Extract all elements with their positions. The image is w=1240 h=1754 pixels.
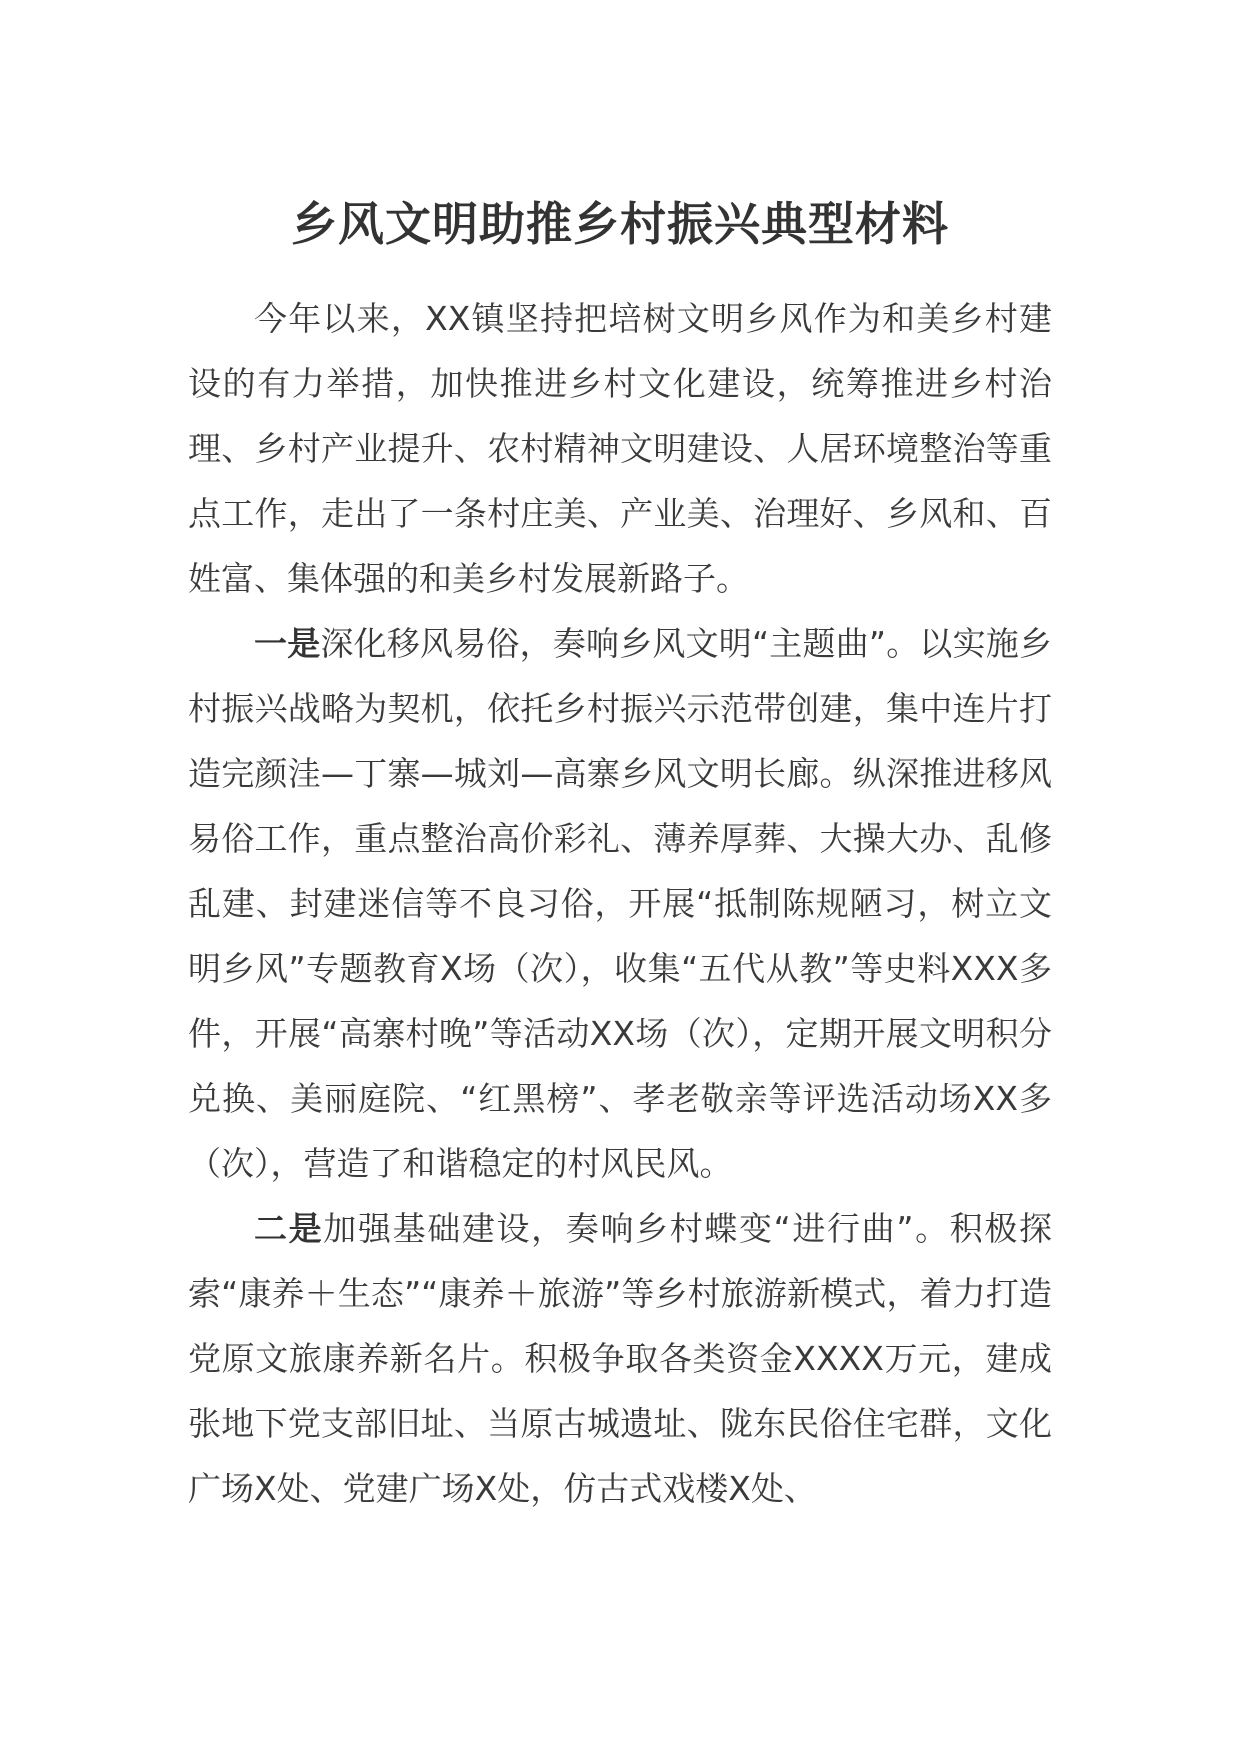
paragraph-lead: 二是 <box>254 1209 324 1248</box>
paragraph-lead: 一是 <box>254 624 321 663</box>
point-two-paragraph <box>188 1196 1052 1521</box>
document-title: 乡风文明助推乡村振兴典型材料 <box>291 197 949 251</box>
paragraph-text: 今年以来，XX镇坚持把培树文明乡风作为和美乡村建设的有力举措，加快推进乡村文化建设，统筹推进乡村治理、乡村产业提升、农村精神文明建设、人居环境整治等重点工作，走出了一条村庄美、产业美、治理好、乡风和、百姓富、集体强的和美乡村发展新路子。 <box>188 299 1052 598</box>
point-one-paragraph <box>188 611 1052 1196</box>
paragraph-text: 深化移风易俗，奏响乡风文明“主题曲”。以实施乡村振兴战略为契机，依托乡村振兴示范带创建，集中连片打造完颜洼—丁寨—城刘—高寨乡风文明长廊。纵深推进移风易俗工作，重点整治高价彩礼、薄养厚葬、大操大办、乱修乱建、封建迷信等不良习俗，开展“抵制陈规陋习，树立文明乡风”专题教育X场（次），收集“五代从教”等史料XXX多件，开展“高寨村晚”等活动XX场（次），定期开展文明积分兑换、美丽庭院、“红黑榜”、孝老敬亲等评选活动场XX多（次），营造了和谐稳定的村风民风。 <box>188 624 1052 1183</box>
paragraph-text: 加强基础建设，奏响乡村蝶变“进行曲”。积极探索“康养＋生态”“康养＋旅游”等乡村旅游新模式，着力打造党原文旅康养新名片。积极争取各类资金XXXX万元，建成张地下党支部旧址、当原古城遗址、陇东民俗住宅群，文化广场X处、党建广场X处，仿古式戏楼X处、 <box>188 1209 1052 1508</box>
intro-paragraph <box>188 286 1052 611</box>
